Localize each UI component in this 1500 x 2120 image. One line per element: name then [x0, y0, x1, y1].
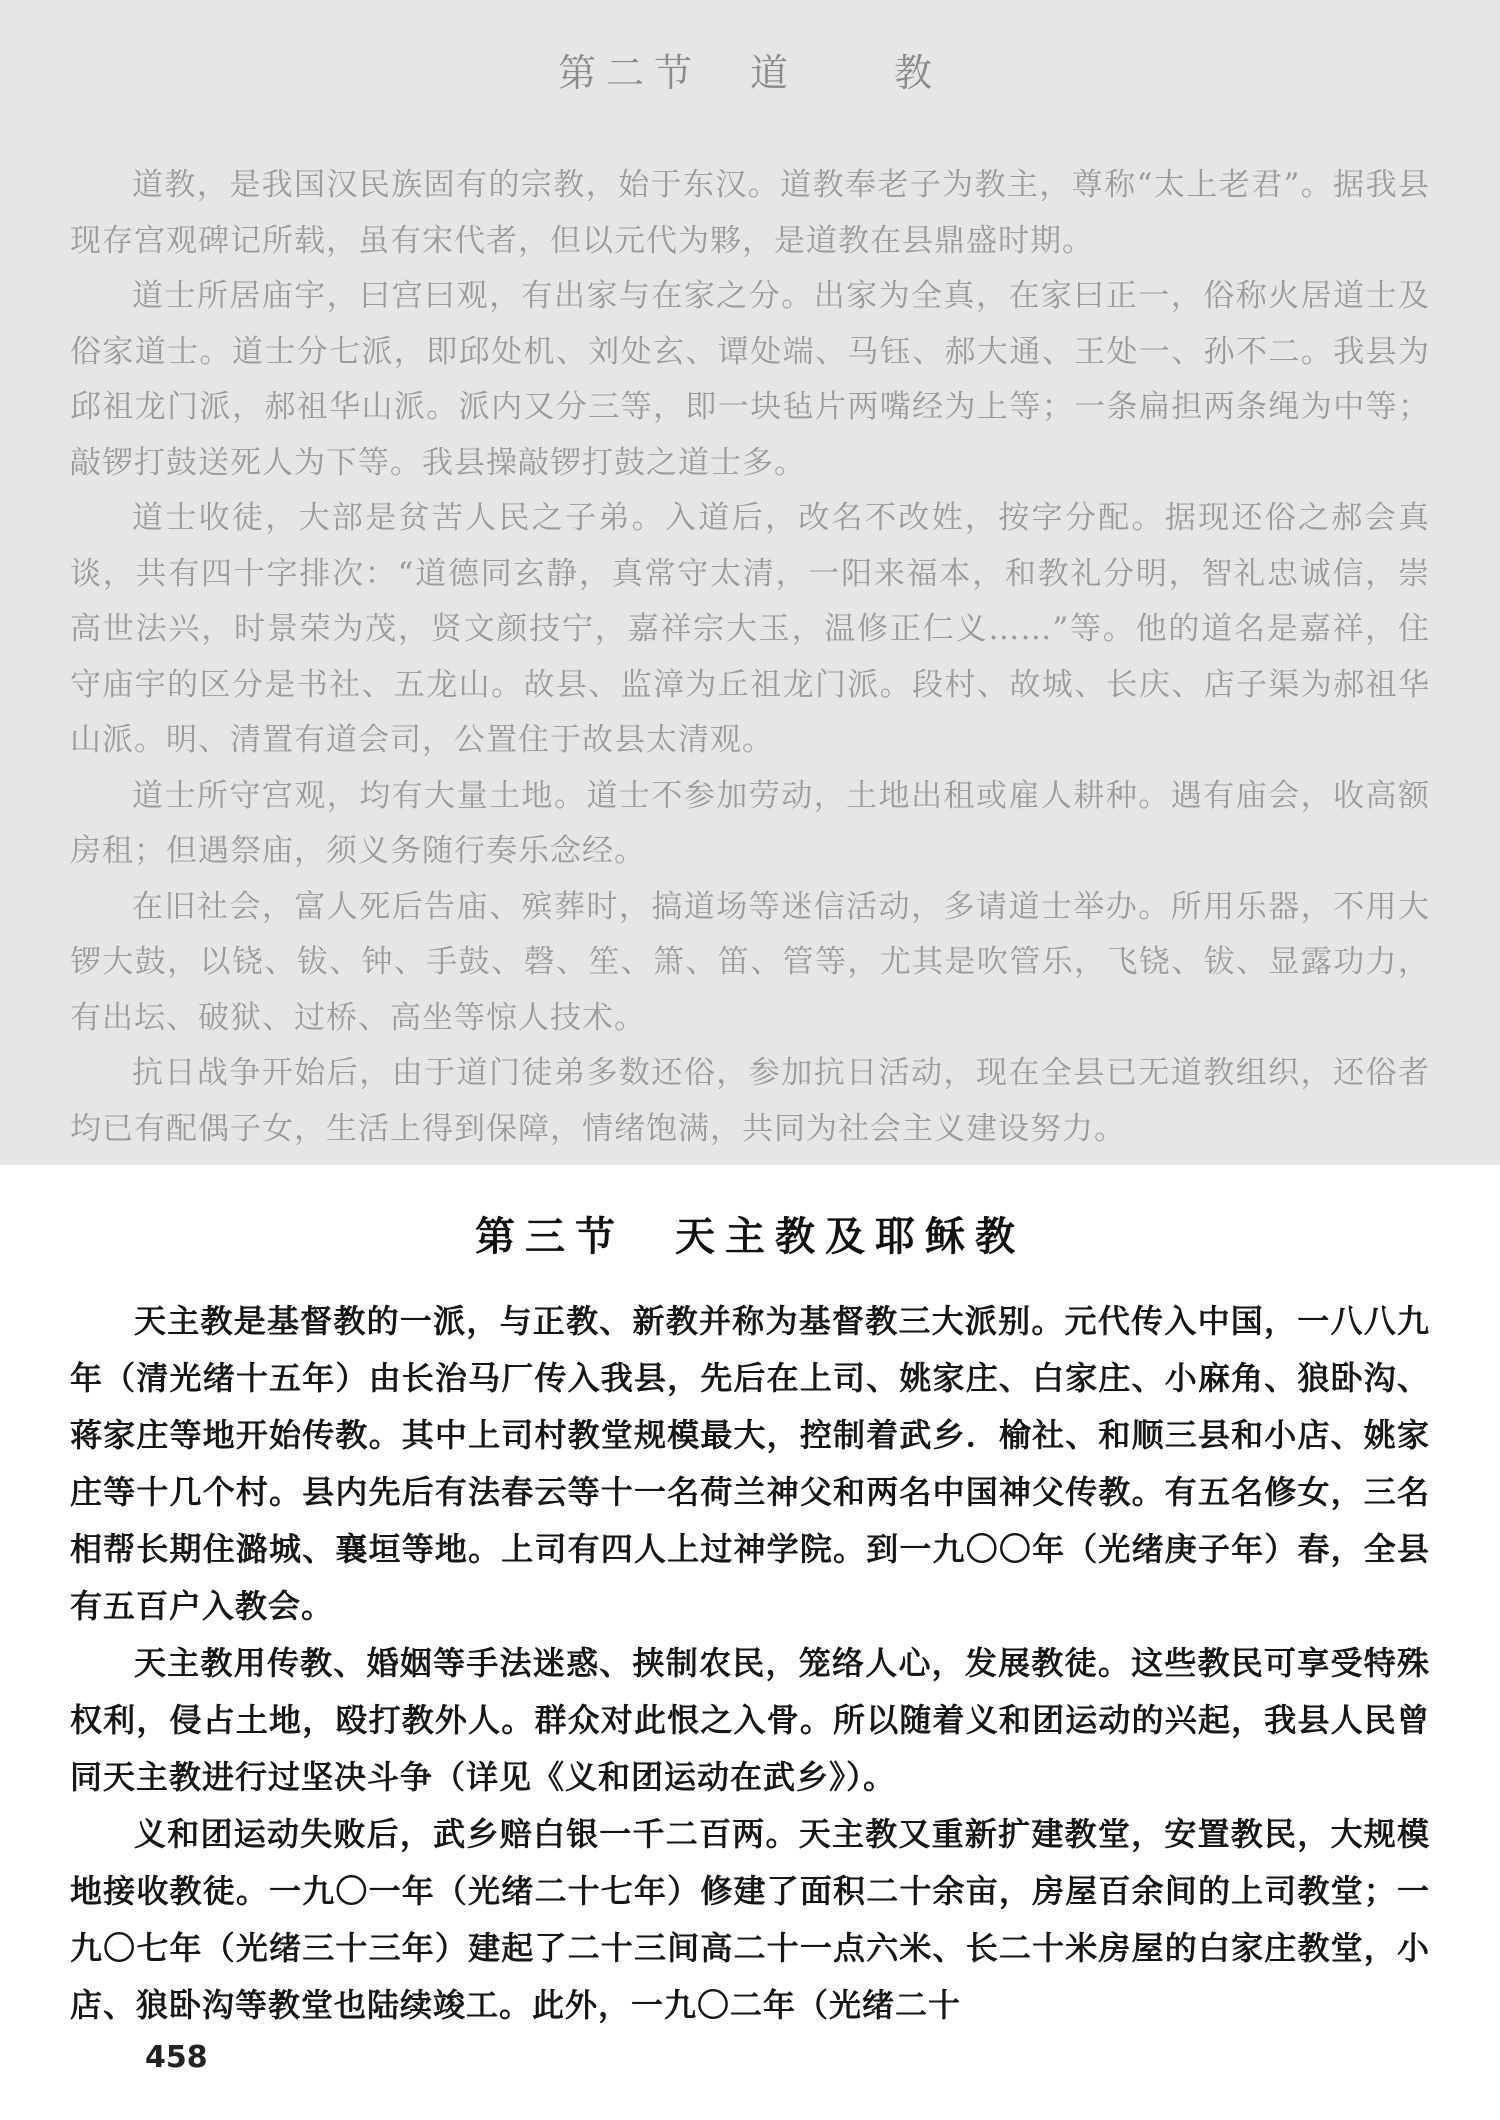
paragraph: 抗日战争开始后，由于道门徒弟多数还俗，参加抗日活动，现在全县已无道教组织，还俗者均已有配偶子女，生活上得到保障，情绪饱满，共同为社会主义建设努力。 — [70, 1055, 1430, 1147]
paragraph: 在旧社会，富人死后告庙、殡葬时，搞道场等迷信活动，多请道士举办。所用乐器，不用大锣大鼓，以铙、钹、钟、手鼓、磬、笙、箫、笛、管等，尤其是吹管乐，飞铙、钹、显露功力，有出坛、破狱、过桥、高坐等惊人技术。 — [70, 888, 1430, 1036]
paragraph: 道教，是我国汉民族固有的宗教，始于东汉。道教奉老子为教主，尊称“太上老君”。据我县现存宫观碑记所载，虽有宋代者，但以元代为夥，是道教在县鼎盛时期。 — [70, 167, 1430, 259]
paragraph: 天主教用传教、婚姻等手法迷惑、挟制农民，笼络人心，发展教徒。这些教民可享受特殊权利，侵占土地，殴打教外人。群众对此恨之入骨。所以随着义和团运动的兴起，我县人民曾同天主教进行过坚决斗争（详见《义和团运动在武乡》）。 — [70, 1644, 1430, 1796]
section-catholicism — [0, 1165, 1500, 2024]
section-body — [70, 1293, 1430, 2034]
paragraph: 道士所居庙宇，曰宫曰观，有出家与在家之分。出家为全真，在家曰正一，俗称火居道士及俗家道士。道士分七派，即邱处机、刘处玄、谭处端、马钰、郝大通、王处一、孙不二。我县为邱祖龙门派，郝祖华山派。派内又分三等，即一块毡片两嘴经为上等；一条扁担两条绳为中等；敲锣打鼓送死人为下等。我县操敲锣打鼓之道士多。 — [70, 278, 1430, 481]
page-number: 458 — [145, 2040, 208, 2075]
paragraph: 天主教是基督教的一派，与正教、新教并称为基督教三大派别。元代传入中国，一八八九年（清光绪十五年）由长治马厂传入我县，先后在上司、姚家庄、白家庄、小麻角、狼卧沟、蒋家庄等地开始传教。其中上司村教堂规模最大，控制着武乡．榆社、和顺三县和小店、姚家庄等十几个村。县内先后有法春云等十一名荷兰神父和两名中国神父传教。有五名修女，三名相帮长期住潞城、襄垣等地。上司有四人上过神学院。到一九〇〇年（光绪庚子年）春，全县有五百户入教会。 — [70, 1302, 1430, 1625]
paragraph: 道士收徒，大部是贫苦人民之子弟。入道后，改名不改姓，按字分配。据现还俗之郝会真谈，共有四十字排次：“道德同玄静，真常守太清，一阳来福本，和教礼分明，智礼忠诚信，崇高世法兴，时景荣为茂，贤文颜技宁，嘉祥宗大玉，温修正仁义……”等。他的道名是嘉祥，住守庙宇的区分是书社、五龙山。故县、监漳为丘祖龙门派。段村、故城、长庆、店子渠为郝祖华山派。明、清置有道会司，公置住于故县太清观。 — [70, 500, 1430, 758]
paragraph: 道士所守宫观，均有大量土地。道士不参加劳动，土地出租或雇人耕种。遇有庙会，收高额房租；但遇祭庙，须义务随行奏乐念经。 — [70, 777, 1430, 869]
section-title: 第三节 天主教及耶稣教 — [475, 1213, 1025, 1260]
paragraph: 义和团运动失败后，武乡赔白银一千二百两。天主教又重新扩建教堂，安置教民，大规模地接收教徒。一九〇一年（光绪二十七年）修建了面积二十余亩，房屋百余间的上司教堂；一九〇七年（光绪三十三年）建起了二十三间高二十一点六米、长二十米房屋的白家庄教堂，小店、狼卧沟等教堂也陆续竣工。此外，一九〇二年（光绪二十 — [70, 1815, 1430, 2024]
section-body — [70, 158, 1430, 1157]
section-title: 第二节 道 教 — [557, 51, 942, 95]
